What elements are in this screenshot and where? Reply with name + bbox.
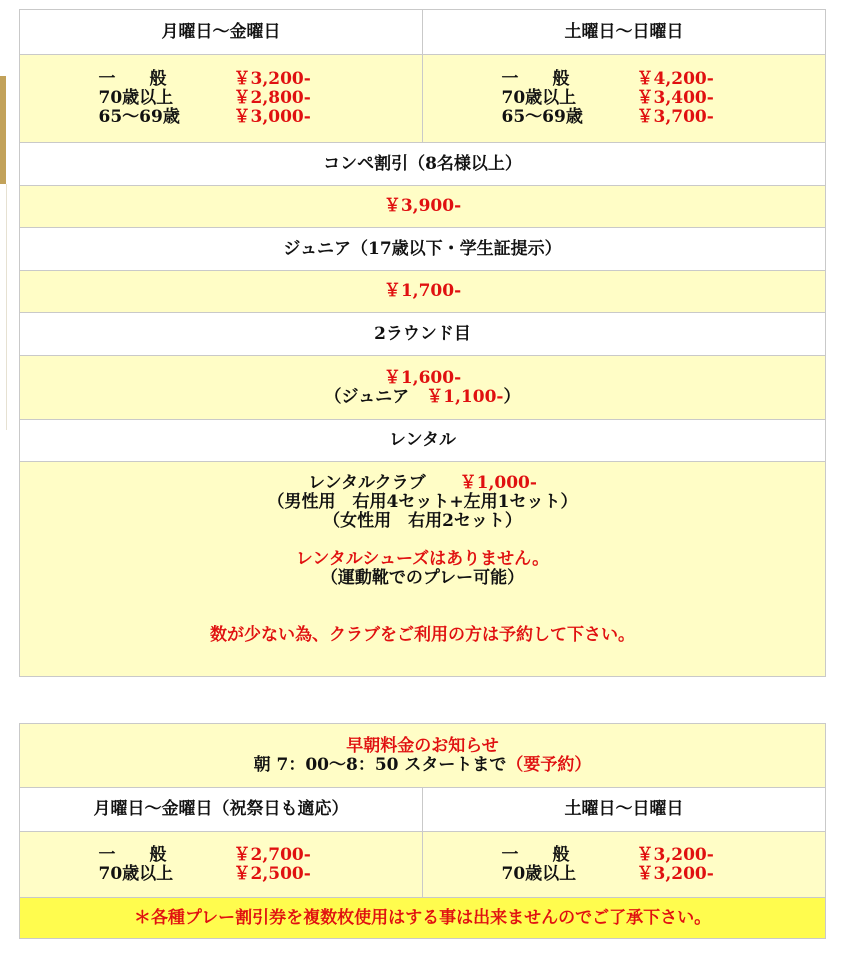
second-round-junior-price: ￥1,100- [426, 386, 504, 407]
price-label: 65～69歳 [501, 107, 583, 127]
weekend-price-cell [423, 55, 826, 143]
weekday-header: 月曜日～金曜日 [20, 10, 423, 55]
rental-reserve-note: 数が少ない為、クラブをご利用の方は予約して下さい。 [210, 625, 635, 645]
compe-price: ￥3,900- [20, 186, 826, 228]
junior-header: ジュニア（17歳以下・学生証提示） [20, 228, 826, 271]
early-time-line [20, 756, 825, 775]
price-label: 70歳以上 [98, 88, 174, 108]
price-value: ￥4,200- [636, 69, 714, 89]
second-round-junior [20, 388, 825, 407]
early-price-table [19, 723, 826, 939]
early-weekend-price-list [502, 846, 747, 884]
rental-club-label: レンタルクラブ [308, 473, 460, 493]
price-value: ￥2,800- [233, 88, 311, 108]
price-label: 一 般 [98, 69, 167, 89]
rental-club-line [20, 474, 825, 493]
price-value: ￥3,000- [233, 107, 311, 127]
second-round-header: 2ラウンド目 [20, 313, 826, 356]
early-weekday-price-list [99, 846, 344, 884]
junior-price: ￥1,700- [20, 271, 826, 313]
weekend-header: 土曜日～日曜日 [423, 10, 826, 55]
price-label: 65～69歳 [98, 107, 180, 127]
rental-shoes-note: レンタルシューズはありません。 [295, 549, 550, 569]
second-round-price-cell [20, 356, 826, 420]
price-label: 70歳以上 [98, 863, 174, 884]
price-value: ￥3,200- [636, 863, 714, 884]
price-value: ￥3,400- [636, 88, 714, 108]
rental-club-price: ￥1,000- [459, 473, 537, 493]
price-label: 70歳以上 [501, 88, 577, 108]
price-label: 一 般 [501, 844, 570, 865]
early-title-cell [20, 724, 826, 788]
price-label: 一 般 [98, 844, 167, 865]
rental-women-sets: （女性用 右用2セット） [323, 511, 522, 531]
junior-open-text: （ジュニア [324, 386, 427, 407]
price-label: 一 般 [501, 69, 570, 89]
price-value: ￥3,200- [636, 844, 714, 865]
junior-close-text: ） [503, 386, 521, 407]
early-title: 早朝料金のお知らせ [346, 735, 499, 756]
day-header-row [20, 10, 826, 55]
price-value: ￥3,200- [233, 69, 311, 89]
regular-price-row [20, 55, 826, 143]
price-label: 70歳以上 [501, 863, 577, 884]
rental-detail-cell [20, 462, 826, 677]
early-weekday-header: 月曜日～金曜日（祝祭日も適応） [20, 788, 423, 832]
weekend-price-list [502, 70, 747, 127]
second-round-price: ￥1,600- [383, 367, 462, 388]
early-time: 朝 7：00～8：50 スタートまで [253, 754, 507, 775]
price-value: ￥2,700- [233, 844, 311, 865]
rental-header: レンタル [20, 420, 826, 462]
early-weekend-header: 土曜日～日曜日 [423, 788, 826, 832]
weekday-price-list [99, 70, 344, 127]
rental-men-sets: （男性用 右用4セット+左用1セット） [267, 492, 578, 512]
coupon-notice: ＊各種プレー割引券を複数枚使用はする事は出来ませんのでご了承下さい。 [20, 898, 826, 939]
side-accent-bar [0, 76, 6, 184]
regular-price-table [19, 9, 826, 677]
early-reserve-note: （要予約） [506, 754, 592, 775]
weekday-price-cell [20, 55, 423, 143]
early-weekday-price-cell [20, 832, 423, 898]
side-divider-line [6, 184, 7, 430]
price-value: ￥2,500- [233, 863, 311, 884]
early-weekend-price-cell [423, 832, 826, 898]
price-value: ￥3,700- [636, 107, 714, 127]
compe-header: コンペ割引（8名様以上） [20, 143, 826, 186]
rental-shoes-sub: （運動靴でのプレー可能） [320, 568, 525, 588]
